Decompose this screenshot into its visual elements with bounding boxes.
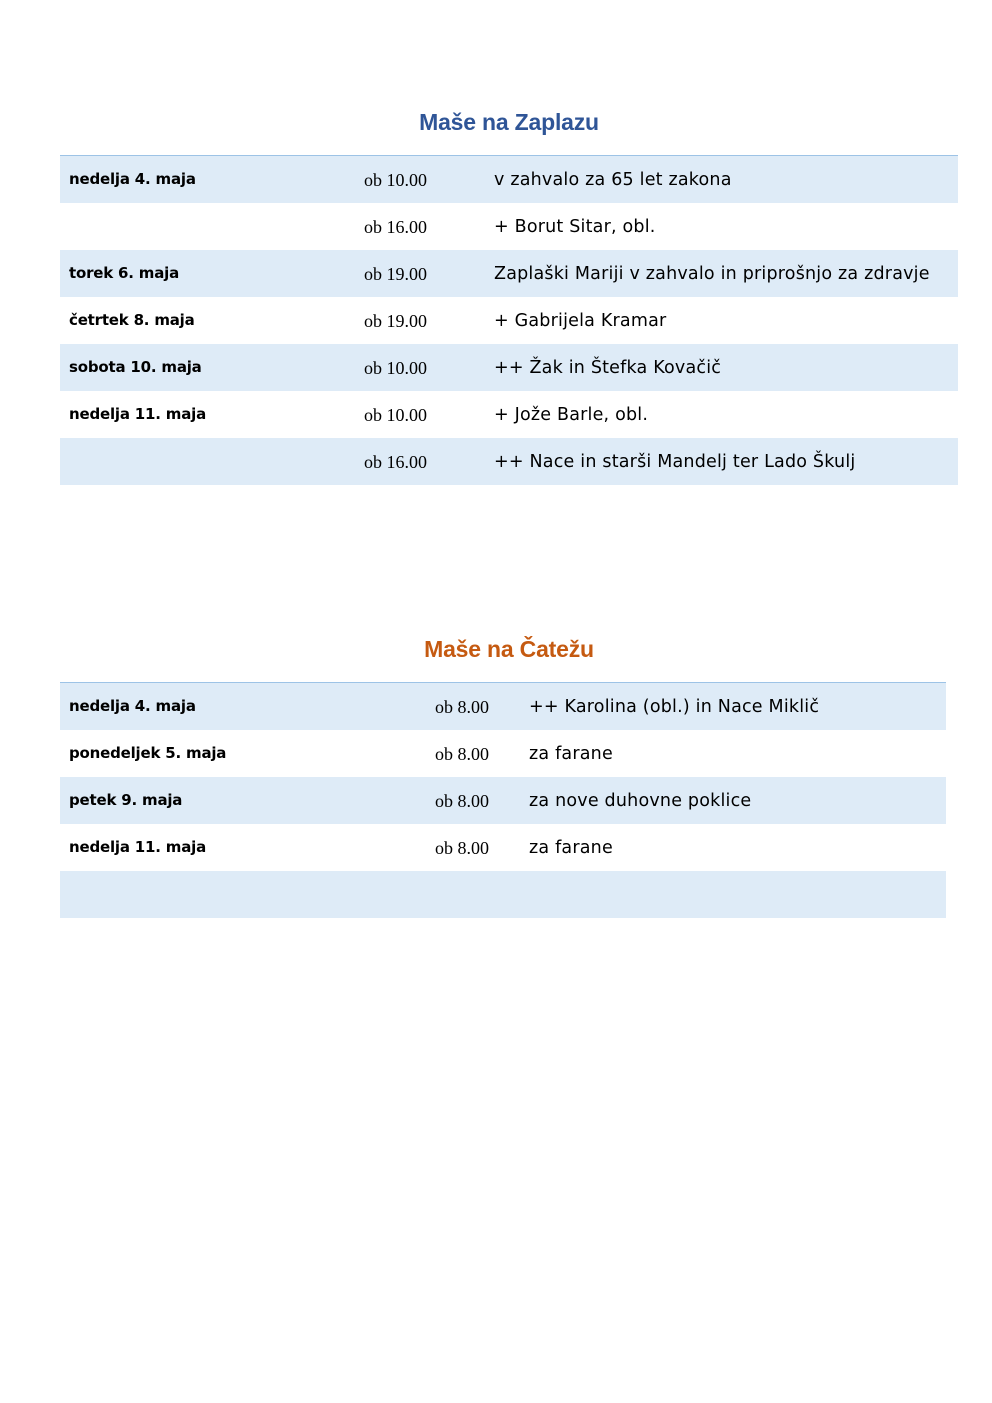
mass-time: ob 8.00 [435,697,489,717]
mass-intention: + Gabrijela Kramar [494,311,667,331]
mass-time: ob 16.00 [364,217,427,237]
mass-day: četrtek 8. maja [69,311,195,329]
mass-day: sobota 10. maja [69,358,202,376]
table-row [60,391,958,438]
catez-schedule-table [60,682,946,918]
mass-day: nedelja 11. maja [69,405,207,423]
table-row [60,683,946,730]
table-row [60,730,946,777]
mass-time: ob 10.00 [364,405,427,425]
mass-time: ob 19.00 [364,311,427,331]
catez-title: Maše na Čatežu [424,636,594,662]
mass-intention: Zaplaški Mariji v zahvalo in priprošnjo za zdravje [494,264,930,284]
mass-day: nedelja 4. maja [69,170,196,188]
table-row [60,777,946,824]
table-row [60,297,958,344]
table-row [60,344,958,391]
mass-intention: ++ Nace in starši Mandelj ter Lado Škulj [494,452,856,472]
mass-intention: ++ Karolina (obl.) in Nace Miklič [529,697,820,717]
mass-intention: ++ Žak in Štefka Kovačič [494,358,722,378]
mass-day: torek 6. maja [69,264,180,282]
mass-day: nedelja 11. maja [69,838,207,856]
mass-intention: za farane [529,744,613,764]
table-row [60,824,946,871]
mass-time: ob 16.00 [364,452,427,472]
mass-day: petek 9. maja [69,791,183,809]
mass-time: ob 8.00 [435,791,489,811]
mass-time: ob 10.00 [364,170,427,190]
table-row [60,250,958,297]
mass-time: ob 10.00 [364,358,427,378]
mass-intention: v zahvalo za 65 let zakona [494,170,732,190]
table-row [60,156,958,203]
mass-intention: + Jože Barle, obl. [494,405,649,425]
zaplaz-schedule-table [60,155,958,485]
zaplaz-title: Maše na Zaplazu [419,109,599,135]
table-row [60,203,958,250]
table-row [60,438,958,485]
mass-time: ob 19.00 [364,264,427,284]
mass-intention: za nove duhovne poklice [529,791,752,811]
mass-intention: za farane [529,838,613,858]
mass-day: nedelja 4. maja [69,697,196,715]
mass-intention: + Borut Sitar, obl. [494,217,656,237]
mass-day: ponedeljek 5. maja [69,744,227,762]
table-row-empty [60,871,946,918]
mass-time: ob 8.00 [435,838,489,858]
mass-time: ob 8.00 [435,744,489,764]
